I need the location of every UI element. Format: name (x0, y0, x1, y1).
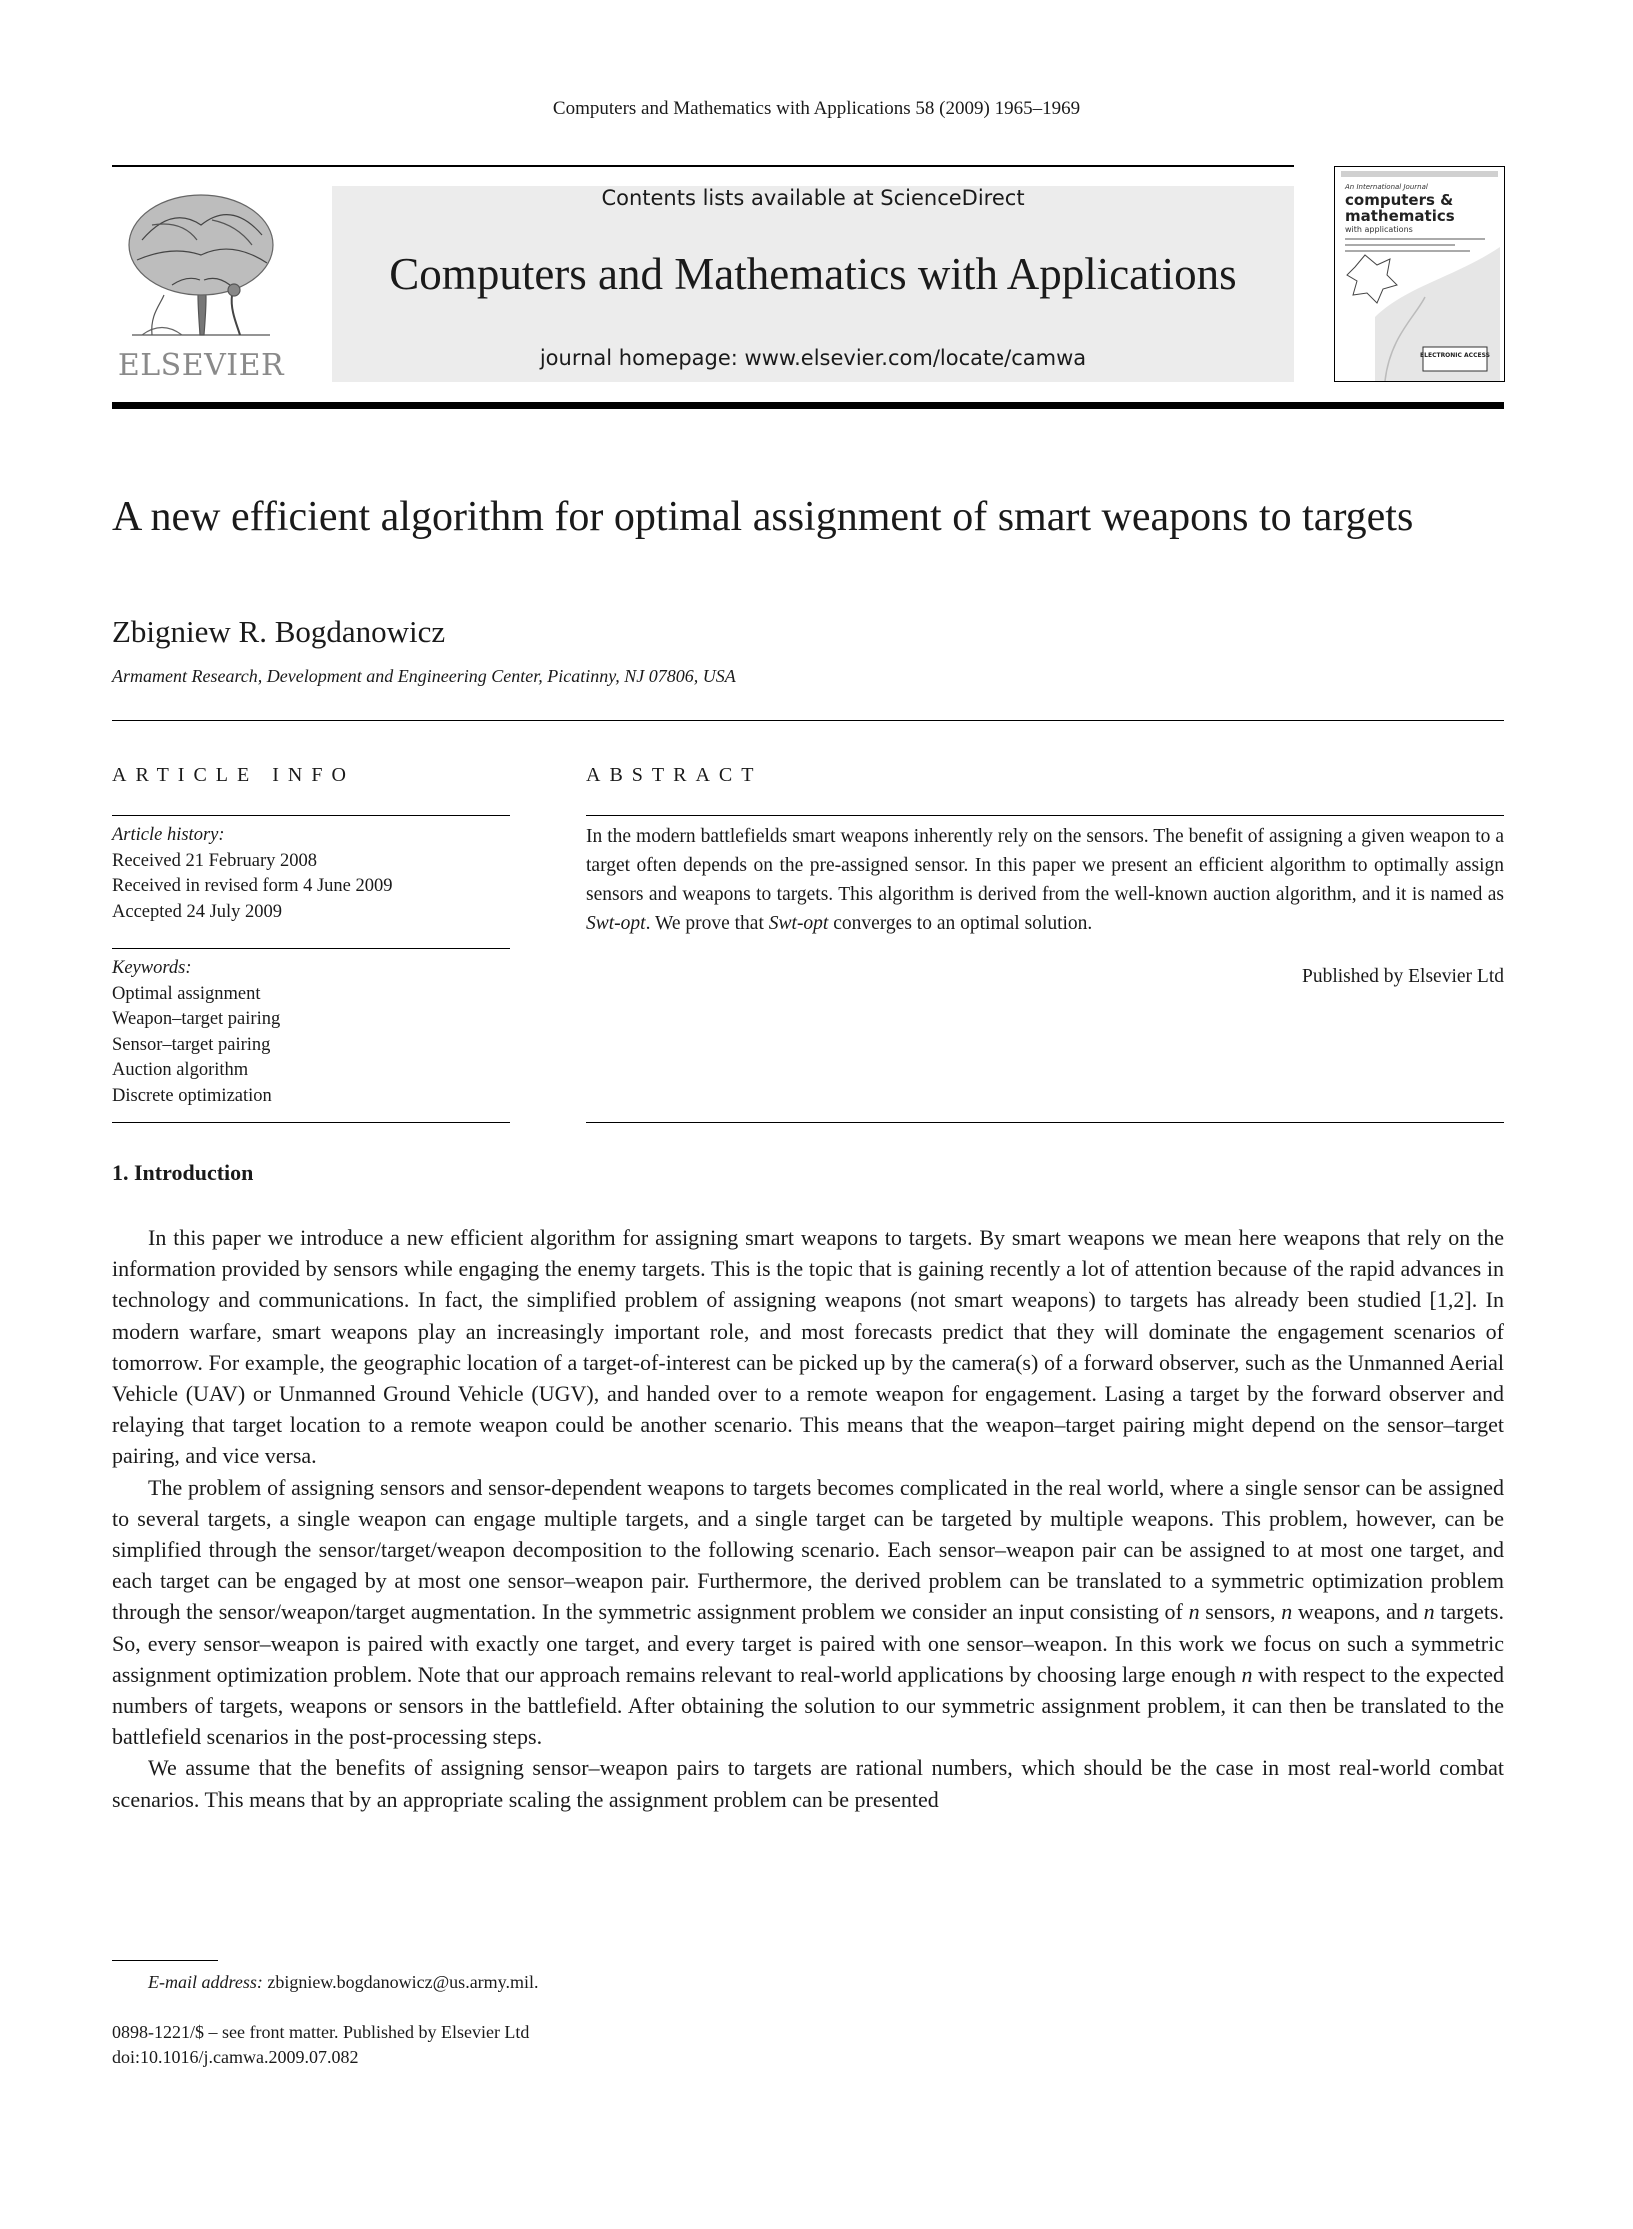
footnote-rule (112, 1960, 218, 1961)
history-item: Received in revised form 4 June 2009 (112, 876, 393, 896)
paragraph-segment: The problem of assigning sensors and sensor-dependent weapons to targets becomes complicated in the real world, where a single sensor can be assigned to several targets, a single weapon can engage multiple targets, and a single target can be targeted by multiple weapons. This problem, however, can be simplified through the sensor/target/weapon decomposition to the following scenario. Each sensor–weapon pair can be assigned to at most one target, and each target can be engaged by at most one sensor–weapon pair. Furthermore, the derived problem can be translated to a symmetric optimization problem through the sensor/weapon/target augmentation. In the symmetric assignment problem we consider an input consisting of (112, 1474, 1504, 1625)
cover-art (1335, 167, 1504, 381)
history-item: Received 21 February 2008 (112, 850, 317, 871)
abstract-term: Swt-opt (768, 913, 829, 934)
cover-line1: An International Journal (1345, 183, 1428, 191)
abstract-term: Swt-opt (586, 913, 646, 934)
homepage-link[interactable]: journal homepage: www.elsevier.com/locate/camwa (539, 346, 1087, 370)
footnote-email (148, 1972, 539, 1993)
footnote-label: E-mail address: (148, 1972, 263, 1992)
abstract-text (586, 822, 1504, 938)
keyword-item: Weapon–target pairing (112, 1009, 281, 1029)
math-variable: n (1241, 1661, 1253, 1687)
elsevier-tree-icon (112, 185, 290, 383)
article-info-heading: ARTICLE INFO (112, 764, 355, 786)
masthead-top-rule (112, 165, 1294, 167)
keyword-item: Sensor–target pairing (112, 1034, 271, 1055)
abstract-rule (586, 815, 1504, 816)
article-info-rule (112, 1122, 510, 1123)
header-divider (112, 720, 1504, 721)
abstract-segment: converges to an optimal solution. (828, 913, 1093, 934)
masthead-bottom-rule (112, 402, 1504, 409)
article-info-rule (112, 815, 510, 816)
paragraph: We assume that the benefits of assigning sensor–weapon pairs to targets are rational numbers, which should be the case in most real-world combat scenarios. This means that by an appropriate scaling the assignment problem can be presented (112, 1755, 1504, 1812)
cover-title-c: with applications (1345, 225, 1413, 234)
journal-band (332, 186, 1294, 382)
paragraph (112, 1472, 1504, 1753)
math-variable: n (1188, 1599, 1200, 1625)
abstract-published-by: Published by Elsevier Ltd (1301, 966, 1504, 987)
cover-title-a: computers & (1345, 191, 1454, 209)
running-head: Computers and Mathematics with Applications 58 (2009) 1965–1969 (552, 98, 1081, 119)
keyword-item: Auction algorithm (112, 1060, 249, 1080)
contents-line[interactable]: Contents lists available at ScienceDirect (601, 186, 1025, 210)
keywords-label: Keywords: (112, 958, 192, 978)
issn-line: 0898-1221/$ – see front matter. Published by Elsevier Ltd (112, 2022, 530, 2042)
history-item: Accepted 24 July 2009 (112, 901, 283, 922)
doi-link[interactable]: doi:10.1016/j.camwa.2009.07.082 (112, 2047, 359, 2067)
article-title: A new efficient algorithm for optimal assignment of smart weapons to targets (112, 494, 1414, 540)
math-variable: n (1281, 1599, 1293, 1625)
paragraph-segment: weapons, and (1292, 1599, 1424, 1625)
article-history-label: Article history: (112, 825, 225, 845)
publisher-logo[interactable] (112, 185, 290, 383)
journal-title: Computers and Mathematics with Applications (389, 249, 1237, 299)
author-name[interactable]: Zbigniew R. Bogdanowicz (112, 614, 446, 649)
paragraph-segment: sensors, (1199, 1599, 1282, 1625)
paragraph: In this paper we introduce a new efficient algorithm for assigning smart weapons to targets. By smart weapons we mean here weapons that rely on the information provided by sensors while engaging the enemy targets. This is the topic that is gaining recently a lot of attention because of the rapid advances in technology and communications. In fact, the simplified problem of assigning weapons (not smart weapons) to targets has already been studied [1,2]. In modern warfare, smart weapons play an increasingly important role, and most forecasts predict that they will dominate the engagement scenarios of tomorrow. For example, the geographic location of a target-of-interest can be picked up by the camera(s) of a forward observer, such as the Unmanned Aerial Vehicle (UAV) or Unmanned Ground Vehicle (UGV), and handed over to a remote weapon for engagement. Lasing a target by the forward observer and relaying that target location to a remote weapon could be another scenario. This means that the weapon–target pairing might depend on the sensor–target pairing, and vice versa. (112, 1225, 1504, 1469)
abstract-rule (586, 1122, 1504, 1123)
cover-title-b: mathematics (1345, 207, 1455, 225)
keyword-item: Discrete optimization (112, 1085, 272, 1106)
cover-badge: ELECTRONIC ACCESS (1420, 352, 1490, 359)
front-matter (112, 2020, 529, 2070)
abstract-segment: In the modern battlefields smart weapons inherently rely on the sensors. The benefit of assigning a given weapon to a target often depends on the pre-assigned sensor. In this paper we present an efficient algorithm to optimally assign sensors and weapons to targets. This algorithm is derived from the well-known auction algorithm, and it is named as (586, 826, 1504, 905)
elsevier-wordmark: ELSEVIER (117, 348, 285, 383)
paragraph-segment: with respect to the expected numbers of targets, weapons or sensors in the battlefield. After obtaining the solution to our symmetric assignment problem, it can then be translated to the battlefield scenarios in the post-processing steps. (112, 1661, 1504, 1750)
article-history (112, 823, 510, 925)
keyword-item: Optimal assignment (112, 983, 261, 1004)
author-affiliation: Armament Research, Development and Engineering Center, Picatinny, NJ 07806, USA (112, 666, 736, 686)
abstract-heading: ABSTRACT (586, 764, 763, 786)
journal-cover-thumbnail[interactable] (1334, 166, 1505, 382)
paragraph-segment: targets. So, every sensor–weapon is paired with exactly one target, and every target is paired with one sensor–weapon. In this work we focus on such a symmetric assignment optimization problem. Note that our approach remains relevant to real-world applications by choosing large enough (112, 1599, 1504, 1687)
introduction-body (112, 1222, 1504, 1815)
math-variable: n (1423, 1599, 1435, 1625)
article-info-rule (112, 948, 510, 949)
section-heading-introduction: 1. Introduction (112, 1160, 254, 1185)
email-link[interactable]: zbigniew.bogdanowicz@us.army.mil. (267, 1972, 539, 1992)
abstract-segment: . We prove that (645, 913, 769, 934)
keywords (112, 956, 510, 1109)
